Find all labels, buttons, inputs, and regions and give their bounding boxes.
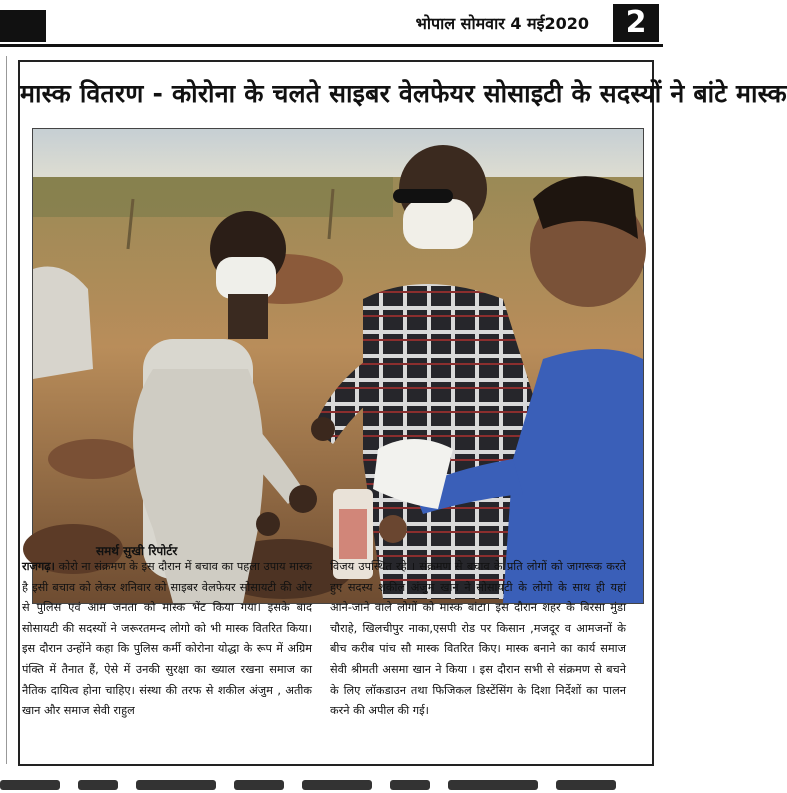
dateline: राजगढ़। [22,560,55,573]
column-1-text: कोरो ना संक्रमण के इस दौरान में बचाव का पहला उपाय मास्क है इसी बचाव को लेकर शनिवार को साइबर वेलफेयर सोसायटी की ओर से पुलिस एवं आम जनता को मास्क भेंट किया गया। इसके बाद सोसायटी की सदस्यों ने जरूरतमन्द लोगो को भी मास्क वितरित किया। इस दौरान उन्होंने कहा कि पुलिस कर्मी कोरोना योद्धा के रूप में अग्रिम पंक्ति में तैनात हैं, ऐसे में उनकी सुरक्षा का ख्याल रखना समाज का नैतिक दायित्व होना चाहिए। संस्था की तरफ से शकील अंजुम , अतीक खान और समाज सेवी राहुल [22,560,312,718]
left-column-edge [0,56,7,764]
masthead-city-date: भोपाल सोमवार 4 मई2020 [415,14,589,33]
article-column-1 [22,557,312,722]
page-number: 2 [613,4,659,42]
next-headline-cutoff [0,774,681,790]
headline: मास्क वितरण - कोरोना के चलते साइबर वेलफेयर सोसाइटी के सदस्यों ने बांटे मास्क [20,79,787,108]
article-column-2 [330,557,626,722]
byline: समर्थ सुखी रिपोर्टर [96,544,178,558]
column-2-text: विजय उपस्थित रहे । संक्रमण से बचाव के प्रति लोगों को जागरूक करते हुए सदस्य शकील अंजुम खान ने सोसायटी के लोगो के साथ ही यहां आने-जाने वाले लोगों को मास्क बांटा। इस दौरान शहर के बिरसा मुंडा चौराहे, खिलचीपुर नाका,एसपी रोड पर किसान ,मजदूर व आमजनों के बीच करीब पांच सौ मास्क वितरित किए। मास्क बनाने का कार्य समाज सेवी श्रीमती असमा खान ने किया । इस दौरान सभी से संक्रमण से बचने के लिए लॉकडाउन तथा फिजिकल डिस्टेंसिंग के दिशा निर्देशों का पालन करने की अपील की गई। [330,560,626,718]
masthead-rule [0,44,663,47]
news-photo [32,128,644,604]
masthead-black-block [0,10,46,42]
